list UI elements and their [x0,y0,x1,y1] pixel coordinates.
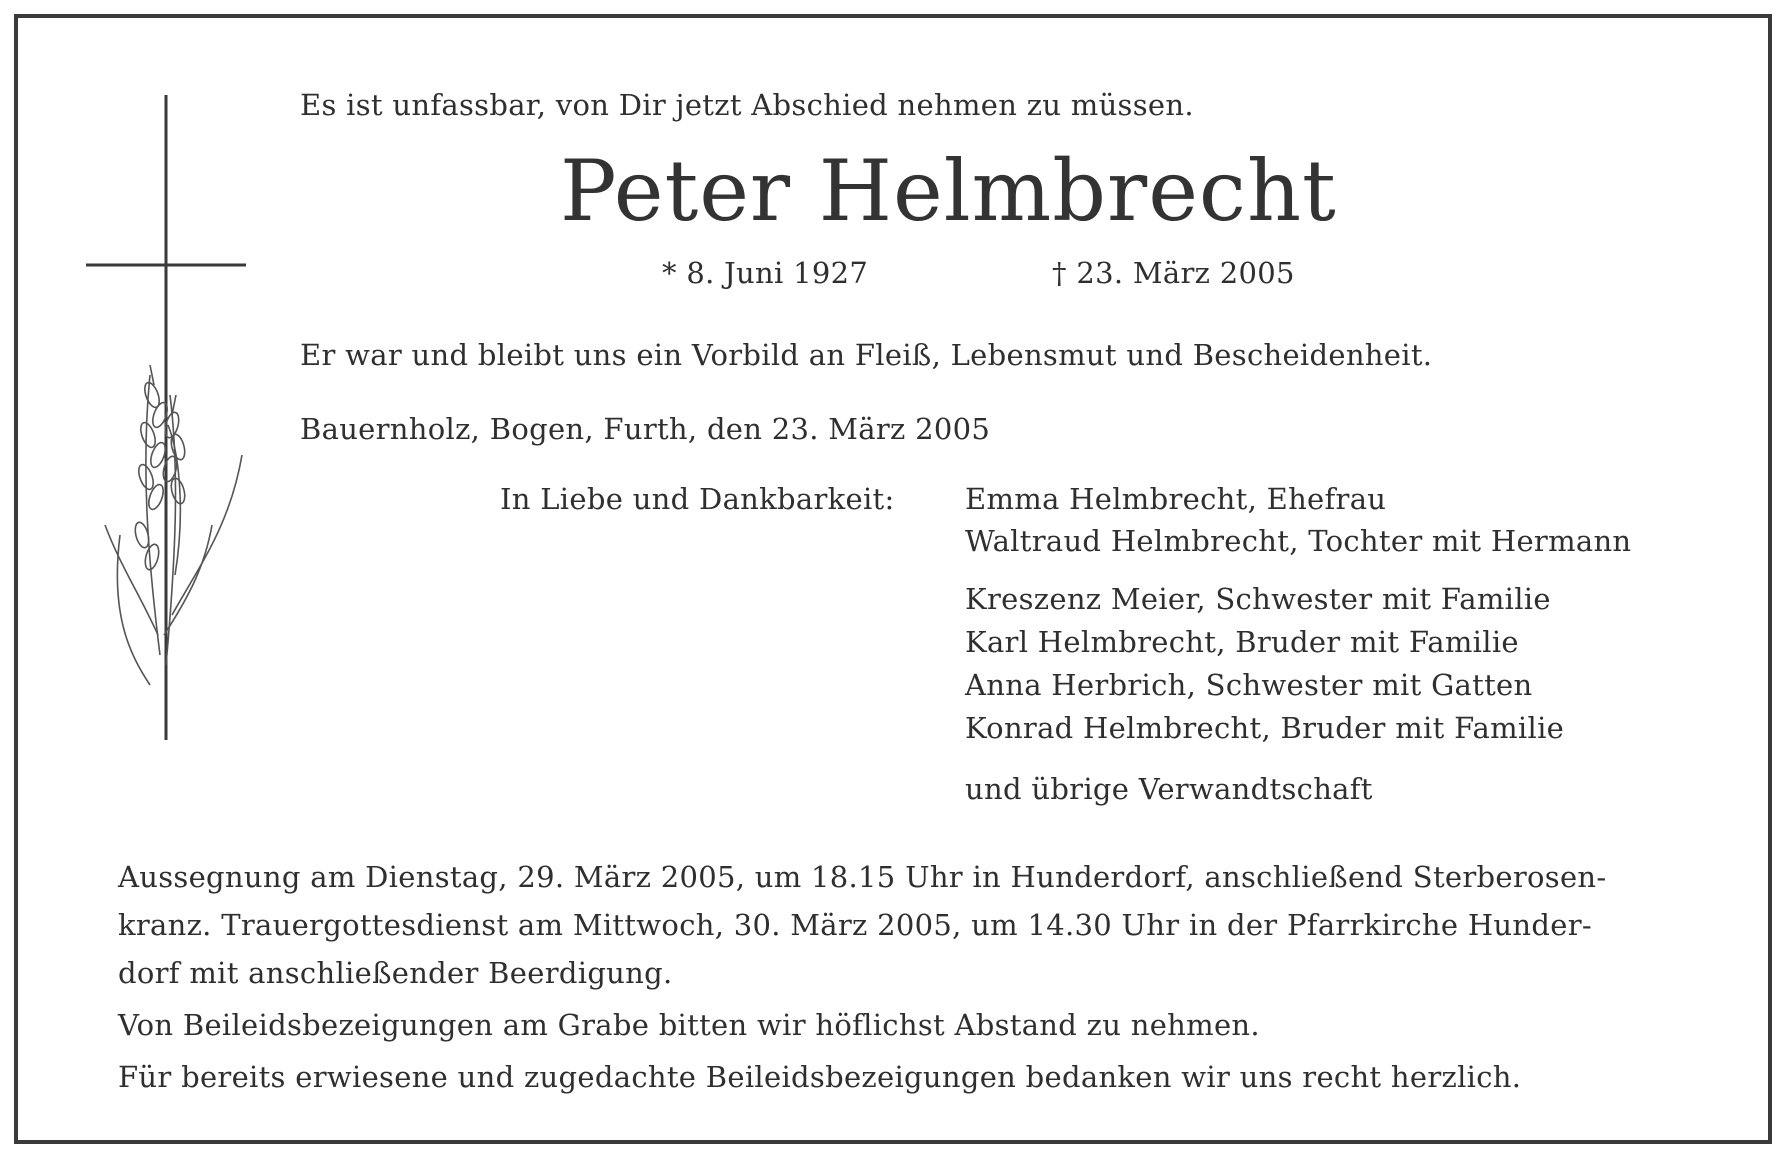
tribute-line: Er war und bleibt uns ein Vorbild an Fleiß, Lebensmut und Bescheidenheit. [300,338,1433,372]
mourner-item: Emma Helmbrecht, Ehefrau [965,482,1387,516]
mourner-item: Anna Herbrich, Schwester mit Gatten [965,668,1533,702]
mourner-item: und übrige Verwandtschaft [965,772,1373,806]
mourner-item: Waltraud Helmbrecht, Tochter mit Hermann [965,524,1632,558]
notice-line: Von Beileidsbezeigungen am Grabe bitten wir höflichst Abstand zu nehmen. [118,1008,1260,1042]
mourner-item: Kreszenz Meier, Schwester mit Familie [965,582,1551,616]
birth-date: * 8. Juni 1927 [662,256,869,290]
cross-with-wheat-icon [80,95,250,740]
thanks-label: In Liebe und Dankbarkeit: [500,482,895,516]
mourner-item: Karl Helmbrecht, Bruder mit Familie [965,625,1519,659]
mourner-item: Konrad Helmbrecht, Bruder mit Familie [965,711,1565,745]
notice-line: Aussegnung am Dienstag, 29. März 2005, um 18.15 Uhr in Hunderdorf, anschließend Sterberosen- [118,860,1607,894]
notice-line: kranz. Trauergottesdienst am Mittwoch, 30. März 2005, um 14.30 Uhr in der Pfarrkirche Hunder- [118,908,1592,942]
intro-line: Es ist unfassbar, von Dir jetzt Abschied nehmen zu müssen. [300,88,1194,122]
notice-line: Für bereits erwiesene und zugedachte Beileidsbezeigungen bedanken wir uns recht herzlich. [118,1060,1522,1094]
death-date: † 23. März 2005 [1052,256,1295,290]
notice-line: dorf mit anschließender Beerdigung. [118,956,673,990]
deceased-name: Peter Helmbrecht [560,142,1337,240]
place-and-date: Bauernholz, Bogen, Furth, den 23. März 2005 [300,412,991,446]
